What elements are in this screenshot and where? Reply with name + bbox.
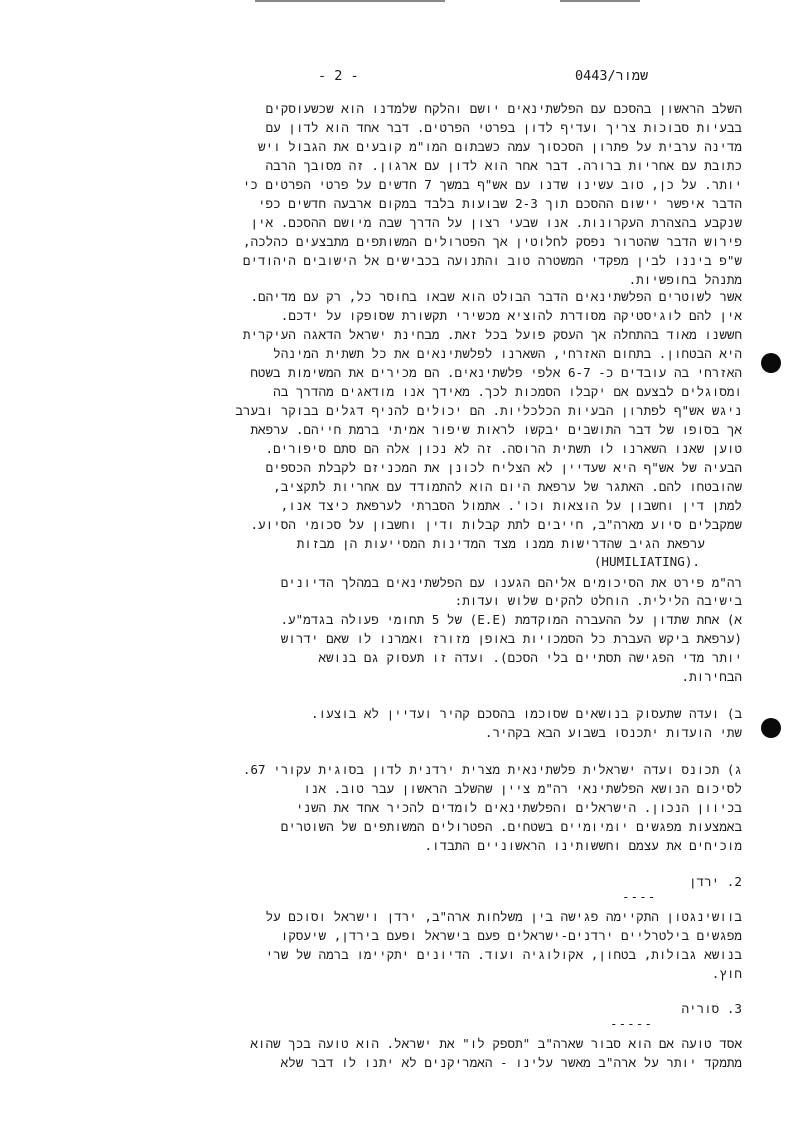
humiliating-text: (HUMILIATING). xyxy=(593,554,700,569)
text-line: שנקבע בהצהרת העקרונות. אנו שבעי רצון על הדרך שבה מיושם ההסכם. אין xyxy=(250,215,742,230)
text-line: בבעיות סבוכות צריך ועדיף לדון בפרטי הפרטים. דבר אחד הוא לדון עם xyxy=(265,120,742,135)
text-line: (ערפאת ביקש העברת כל הסמכויות באופן מזורז ואמרנו לו שאם ידרוש xyxy=(280,631,742,646)
text-line: ניגש אש"ף לפתרון הבעיות הכלכליות. הם יכולים להניף דגלים בבוקר ובערב xyxy=(235,403,742,418)
section-heading: 3. סוריה xyxy=(681,1001,742,1016)
text-line: שמקבלים סיוע מארה"ב, חייבים לתת קבלות ודין וחשבון על סכומי הסיוע. xyxy=(250,517,742,532)
text-line: יותר מדי הפגישה תסתיים בלי הסכם). ועדה זו תעסוק גם בנושא xyxy=(318,650,742,665)
text-line: ש"פ ביננו לבין מפקדי המשטרה טוב והתנועה בכבישים אל הישובים היהודים xyxy=(242,253,742,268)
text-line: מתמקד יותר על ארה"ב מאשר עלינו - האמריקנים לא יתנו לו דבר שלא xyxy=(280,1055,742,1070)
text-line: שתי הועדות יתכנסו בשבוע הבא בקהיר. xyxy=(484,725,742,740)
text-line: הדבר איפשר יישום ההסכם תוך 2-3 שבועות בלבד במקום ארבעה חדשים כפי xyxy=(257,196,742,211)
text-line: ב) ועדה שתעסוק בנושאים שסוכמו בהסכם קהיר ועדיין לא בוצעו. xyxy=(310,706,742,721)
text-line: הבחירות. xyxy=(681,669,742,684)
text-line: האזרחי בה עובדים כ- 6-7 אלפי פלשתינאים. הם מכירים את המשימות בשטח xyxy=(250,365,742,380)
text-line: אין להם לוגיסטיקה מסודרת להוציא מכשירי תקשורת שסופקו על ידכם. xyxy=(280,308,742,323)
punch-hole xyxy=(761,353,781,373)
text-line: ערפאת הגיב שהדרישות ממנו מצד המדינות המסייעות הן מבזות xyxy=(296,536,705,551)
text-line: מפגשים בילטרליים ירדנים-ישראלים פעם בישראל ופעם בירדן, שיעסקו xyxy=(280,928,742,943)
text-line: מדינה ערבית על פתרון הסכסוך עמה כשבתום המו"מ קובעים את הגבול ויש xyxy=(258,139,742,154)
text-line: הבעיה של אש"ף היא שעדיין לא הצליח לכונן את המכניזם לקבלת הכספים xyxy=(265,460,742,475)
document-reference: 0443/שמור xyxy=(575,68,649,84)
text-line: בנושא גבולות, בטחון, אקולוגיה ועוד. הדיונים יתקיימו ברמה של שרי xyxy=(265,947,742,962)
text-line: בוושינגטון התקיימה פגישה בין משלחות ארה"ב, ירדן וישראל וסוכם על xyxy=(265,909,742,924)
text-line: היא הבטחון. בתחום האזרחי, השארנו לפלשתינאים את כל תשתית המינהל xyxy=(273,346,742,361)
heading-underline: ---- xyxy=(622,889,657,904)
text-line: מוכיחים את עצמם וחששותינו הראשוניים התבדו. xyxy=(424,838,742,853)
punch-hole xyxy=(761,718,781,738)
scan-edge-mark xyxy=(255,0,445,2)
text-line: א) אחת שתדון על ההעברה המוקדמת (E.E) של 5 תחומי פעולה בגדמ"ע. xyxy=(280,612,742,627)
text-line: אסד טועה אם הוא סבור שארה"ב "תספק לו" את ישראל. הוא טועה בכך שהוא xyxy=(250,1036,742,1051)
text-line: בכיוון הנכון. הישראלים והפלשתינאים לומדים להכיר אחד את השני xyxy=(295,800,742,815)
scan-edge-mark xyxy=(560,0,640,2)
text-line: ג) תכונס ועדה ישראלית פלשתינאית מצרית ירדנית לדון בסוגית עקורי 67. xyxy=(242,762,742,777)
text-line: רה"מ פירט את הסיכומים אליהם הגענו עם הפלשתינאים במהלך הדיונים xyxy=(280,575,742,590)
heading-underline: ----- xyxy=(610,1016,653,1031)
text-line: חוץ. xyxy=(711,966,742,981)
text-line: אשר לשוטרים הפלשתינאים הדבר הבולט הוא שבאו בחוסר כל, רק עם מדיהם. xyxy=(250,289,742,304)
text-line: ומסוגלים לבצעם אם יקבלו הסמכות לכך. מאידך אנו מודאגים מהדרך בה xyxy=(273,384,742,399)
text-line: באמצעות מפגשים יומיומיים בשטחים. הפטרולים המשותפים של השוטרים xyxy=(280,819,742,834)
text-line: פירוש הדבר שהטרור נפסק לחלוטין אך הפטרולים המשותפים מתבצעים כהלכה, xyxy=(242,234,742,249)
text-line: חששנו מאוד בהתחלה אך העסק פועל בכל זאת. מבחינת ישראל הדאגה העיקרית xyxy=(242,327,742,342)
text-line: לסיכום הנושא הפלשתינאי רה"מ ציין שהשלב הראשון עבר טוב. אנו xyxy=(303,781,742,796)
text-line: שהובטחו להם. האתגר של ערפאת היום הוא להתמודד עם אחריות לתקציב, xyxy=(273,479,742,494)
text-line: טוען שאנו השארנו לו תשתית הרוסה. זה לא נכון אלה הם סתם סיפורים. xyxy=(265,441,742,456)
text-line: יותר. על כן, טוב עשינו שדנו עם אש"ף במשך 7 חדשים על פרטי הפרטים כי xyxy=(242,177,742,192)
section-heading: 2. ירדן xyxy=(689,874,742,889)
page-number: - 2 - xyxy=(318,68,359,84)
text-line: בישיבה הלילית. הוחלט להקים שלוש ועדות: xyxy=(454,593,742,608)
text-line: אך בסופו של דבר התושבים יבקשו לראות שיפור אמיתי ברמת חייהם. ערפאת xyxy=(250,422,742,437)
text-line: השלב הראשון בהסכם עם הפלשתינאים יושם והלקח שלמדנו הוא שכשעוסקים xyxy=(265,101,742,116)
text-line: מתנהל בחופשיות. xyxy=(628,272,742,287)
text-line: כתובת עם אחריות ברורה. דבר אחר הוא לדון עם ארגון. זה מסובך הרבה xyxy=(265,158,742,173)
text-line: למתן דין וחשבון על הוצאות וכו'. אתמול הסברתי לערפאת כיצד אנו, xyxy=(280,498,742,513)
